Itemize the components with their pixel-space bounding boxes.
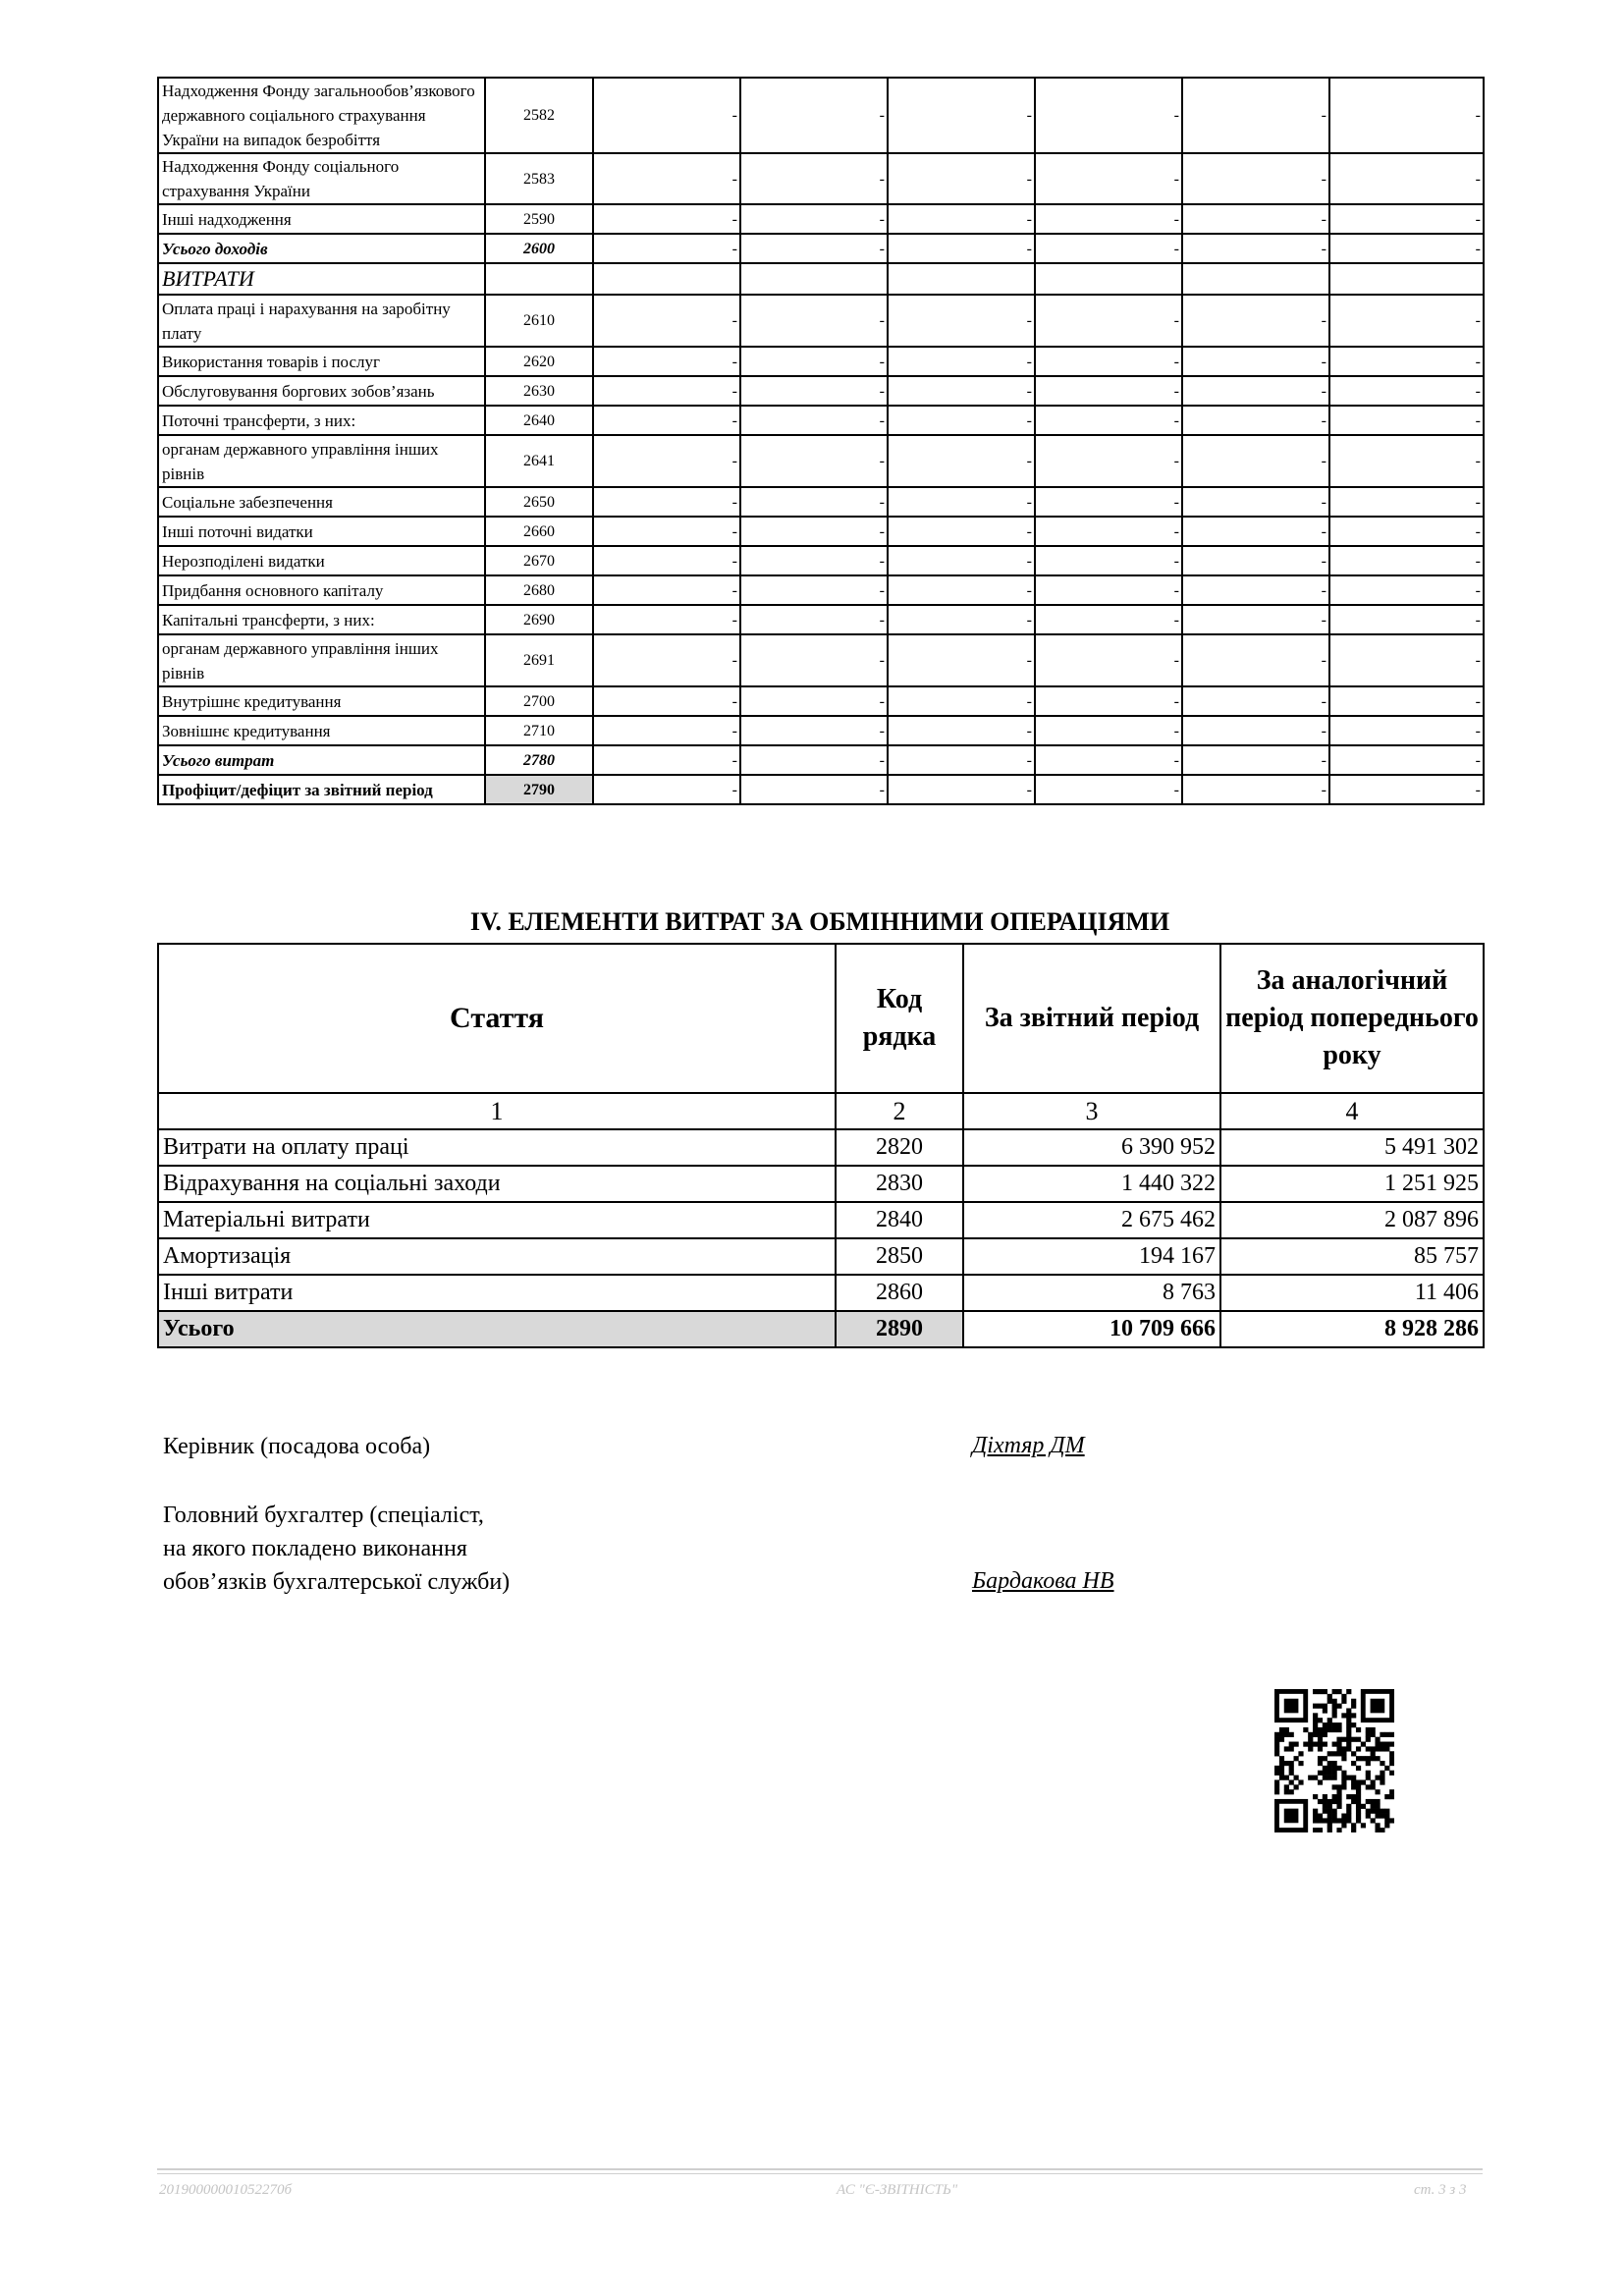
row-previous: 8 928 286 bbox=[1220, 1311, 1484, 1347]
row-value: - bbox=[593, 605, 740, 634]
footer-doc-id: 20190000001052270б bbox=[159, 2182, 293, 2198]
row-name: Інші надходження bbox=[158, 204, 485, 234]
row-name: органам державного управління інших рівнів bbox=[158, 634, 485, 686]
header-previous: За аналогічний період попереднього року bbox=[1220, 944, 1484, 1093]
accountant-label-line: обов’язків бухгалтерської служби) bbox=[163, 1569, 511, 1595]
row-value: - bbox=[888, 686, 1035, 716]
table-row bbox=[158, 1129, 1484, 1166]
row-value: - bbox=[740, 517, 888, 546]
row-value: - bbox=[1035, 406, 1182, 435]
head-name: Діхтяр ДМ bbox=[972, 1433, 1085, 1458]
row-value: - bbox=[1182, 546, 1329, 575]
col-number: 1 bbox=[158, 1093, 836, 1129]
row-value: - bbox=[1182, 605, 1329, 634]
row-value: - bbox=[1182, 775, 1329, 804]
table-row bbox=[158, 1202, 1484, 1238]
total-row bbox=[158, 1311, 1484, 1347]
row-value: - bbox=[1035, 546, 1182, 575]
row-code: 2860 bbox=[836, 1275, 963, 1311]
table-row bbox=[158, 487, 1484, 517]
head-label: Керівник (посадова особа) bbox=[163, 1434, 431, 1459]
row-value: - bbox=[1035, 487, 1182, 517]
row-value: - bbox=[1035, 347, 1182, 376]
row-current: 6 390 952 bbox=[963, 1129, 1220, 1166]
row-value: - bbox=[1035, 775, 1182, 804]
row-value: - bbox=[1182, 376, 1329, 406]
row-code: 2780 bbox=[485, 745, 593, 775]
row-name: Витрати на оплату праці bbox=[158, 1129, 836, 1166]
table-row bbox=[158, 376, 1484, 406]
row-value: - bbox=[1035, 686, 1182, 716]
row-value: - bbox=[1329, 517, 1484, 546]
row-value: - bbox=[593, 575, 740, 605]
revenue-expenditure-table bbox=[157, 77, 1485, 805]
row-value: - bbox=[888, 487, 1035, 517]
row-value: - bbox=[1035, 204, 1182, 234]
row-value: - bbox=[740, 716, 888, 745]
row-value: - bbox=[593, 153, 740, 204]
table-row bbox=[158, 517, 1484, 546]
row-value: - bbox=[1182, 575, 1329, 605]
row-value: - bbox=[888, 716, 1035, 745]
row-code: 2670 bbox=[485, 546, 593, 575]
row-code: 2710 bbox=[485, 716, 593, 745]
table-row bbox=[158, 78, 1484, 153]
row-value: - bbox=[1182, 517, 1329, 546]
row-value bbox=[593, 263, 740, 295]
header-code: Код рядка bbox=[836, 944, 963, 1093]
row-value: - bbox=[740, 376, 888, 406]
row-value: - bbox=[888, 347, 1035, 376]
row-value: - bbox=[888, 546, 1035, 575]
row-code: 2850 bbox=[836, 1238, 963, 1275]
row-value: - bbox=[1182, 716, 1329, 745]
row-value: - bbox=[740, 78, 888, 153]
row-value: - bbox=[1035, 634, 1182, 686]
row-value: - bbox=[888, 745, 1035, 775]
row-value: - bbox=[1329, 295, 1484, 347]
row-code: 2680 bbox=[485, 575, 593, 605]
row-value: - bbox=[1329, 435, 1484, 487]
row-name: Надходження Фонду соціального страхування України bbox=[158, 153, 485, 204]
table-row bbox=[158, 745, 1484, 775]
column-number-row bbox=[158, 1093, 1484, 1129]
row-name: Профіцит/дефіцит за звітний період bbox=[158, 775, 485, 804]
row-value: - bbox=[593, 234, 740, 263]
row-name: Поточні трансферти, з них: bbox=[158, 406, 485, 435]
table-row bbox=[158, 1238, 1484, 1275]
row-name: Зовнішнє кредитування bbox=[158, 716, 485, 745]
row-value: - bbox=[740, 204, 888, 234]
row-code: 2691 bbox=[485, 634, 593, 686]
row-value: - bbox=[1329, 546, 1484, 575]
row-value: - bbox=[740, 686, 888, 716]
row-name: Нерозподілені видатки bbox=[158, 546, 485, 575]
row-value: - bbox=[1035, 376, 1182, 406]
row-value: - bbox=[1182, 234, 1329, 263]
row-value: - bbox=[740, 487, 888, 517]
table-row bbox=[158, 406, 1484, 435]
accountant-label-line: Головний бухгалтер (спеціаліст, bbox=[163, 1503, 484, 1528]
table-row bbox=[158, 605, 1484, 634]
row-value: - bbox=[1329, 234, 1484, 263]
row-value: - bbox=[1035, 575, 1182, 605]
row-code: 2690 bbox=[485, 605, 593, 634]
row-value: - bbox=[1329, 716, 1484, 745]
row-current: 8 763 bbox=[963, 1275, 1220, 1311]
table-row bbox=[158, 234, 1484, 263]
row-value: - bbox=[888, 435, 1035, 487]
row-value: - bbox=[1329, 686, 1484, 716]
row-value: - bbox=[1035, 295, 1182, 347]
table-row bbox=[158, 1275, 1484, 1311]
row-value: - bbox=[888, 204, 1035, 234]
row-code: 2660 bbox=[485, 517, 593, 546]
row-code: 2790 bbox=[485, 775, 593, 804]
row-previous: 2 087 896 bbox=[1220, 1202, 1484, 1238]
row-value: - bbox=[1329, 605, 1484, 634]
row-value: - bbox=[1035, 435, 1182, 487]
footer-divider bbox=[157, 2173, 1483, 2174]
row-value: - bbox=[1329, 745, 1484, 775]
row-value: - bbox=[593, 406, 740, 435]
row-value: - bbox=[1035, 517, 1182, 546]
row-code: 2620 bbox=[485, 347, 593, 376]
row-name: Використання товарів і послуг bbox=[158, 347, 485, 376]
row-name: Усього bbox=[158, 1311, 836, 1347]
row-value: - bbox=[740, 347, 888, 376]
row-name: Усього витрат bbox=[158, 745, 485, 775]
row-code: 2700 bbox=[485, 686, 593, 716]
row-previous: 1 251 925 bbox=[1220, 1166, 1484, 1202]
row-name: Усього доходів bbox=[158, 234, 485, 263]
table-row bbox=[158, 153, 1484, 204]
row-name: Соціальне забезпечення bbox=[158, 487, 485, 517]
table-row bbox=[158, 716, 1484, 745]
row-value: - bbox=[888, 517, 1035, 546]
row-value: - bbox=[593, 347, 740, 376]
row-value bbox=[1035, 263, 1182, 295]
footer-system: АС "Є-ЗВІТНІСТЬ" bbox=[837, 2182, 958, 2198]
row-name: Матеріальні витрати bbox=[158, 1202, 836, 1238]
row-value: - bbox=[593, 435, 740, 487]
table-row bbox=[158, 347, 1484, 376]
row-value: - bbox=[888, 775, 1035, 804]
row-value: - bbox=[593, 546, 740, 575]
accountant-label-line: на якого покладено виконання bbox=[163, 1536, 467, 1561]
row-current: 2 675 462 bbox=[963, 1202, 1220, 1238]
row-name: Внутрішнє кредитування bbox=[158, 686, 485, 716]
table-row bbox=[158, 204, 1484, 234]
row-value: - bbox=[1035, 745, 1182, 775]
row-value: - bbox=[593, 376, 740, 406]
row-value: - bbox=[740, 406, 888, 435]
row-value: - bbox=[740, 435, 888, 487]
header-article: Стаття bbox=[158, 944, 836, 1093]
row-value: - bbox=[1329, 153, 1484, 204]
row-value: - bbox=[593, 686, 740, 716]
row-code: 2650 bbox=[485, 487, 593, 517]
row-current: 10 709 666 bbox=[963, 1311, 1220, 1347]
row-value: - bbox=[1182, 435, 1329, 487]
row-value: - bbox=[593, 745, 740, 775]
row-value: - bbox=[1329, 406, 1484, 435]
row-code: 2840 bbox=[836, 1202, 963, 1238]
row-value: - bbox=[740, 234, 888, 263]
row-value: - bbox=[593, 78, 740, 153]
row-value: - bbox=[740, 634, 888, 686]
row-value: - bbox=[1182, 78, 1329, 153]
header-row bbox=[158, 944, 1484, 1093]
row-name: Капітальні трансферти, з них: bbox=[158, 605, 485, 634]
row-value: - bbox=[1035, 234, 1182, 263]
row-value: - bbox=[740, 575, 888, 605]
footer-divider bbox=[157, 2168, 1483, 2170]
row-value: - bbox=[1329, 204, 1484, 234]
row-value: - bbox=[740, 745, 888, 775]
row-value: - bbox=[1329, 376, 1484, 406]
row-value: - bbox=[1035, 78, 1182, 153]
row-code: 2600 bbox=[485, 234, 593, 263]
row-name: Придбання основного капіталу bbox=[158, 575, 485, 605]
row-code: 2590 bbox=[485, 204, 593, 234]
table-row bbox=[158, 295, 1484, 347]
table-row bbox=[158, 263, 1484, 295]
row-value: - bbox=[888, 153, 1035, 204]
row-name: Інші поточні видатки bbox=[158, 517, 485, 546]
row-value: - bbox=[1329, 347, 1484, 376]
table-row bbox=[158, 634, 1484, 686]
row-value: - bbox=[593, 295, 740, 347]
table-row bbox=[158, 1166, 1484, 1202]
row-value: - bbox=[888, 295, 1035, 347]
row-value: - bbox=[740, 153, 888, 204]
expense-elements-table bbox=[157, 943, 1485, 1348]
row-value: - bbox=[1182, 406, 1329, 435]
row-value: - bbox=[1035, 716, 1182, 745]
row-previous: 11 406 bbox=[1220, 1275, 1484, 1311]
row-code: 2830 bbox=[836, 1166, 963, 1202]
table-row bbox=[158, 435, 1484, 487]
row-value: - bbox=[1329, 487, 1484, 517]
row-value: - bbox=[593, 775, 740, 804]
row-value: - bbox=[888, 78, 1035, 153]
row-value: - bbox=[593, 487, 740, 517]
table-row bbox=[158, 775, 1484, 804]
row-value: - bbox=[1182, 153, 1329, 204]
row-value: - bbox=[1182, 745, 1329, 775]
row-value bbox=[1182, 263, 1329, 295]
row-value: - bbox=[888, 234, 1035, 263]
row-value: - bbox=[1035, 605, 1182, 634]
row-name: Обслуговування боргових зобов’язань bbox=[158, 376, 485, 406]
row-value: - bbox=[740, 295, 888, 347]
row-name: Оплата праці і нарахування на заробітну плату bbox=[158, 295, 485, 347]
row-value: - bbox=[740, 546, 888, 575]
row-value: - bbox=[888, 376, 1035, 406]
row-code: 2610 bbox=[485, 295, 593, 347]
row-value: - bbox=[1329, 78, 1484, 153]
row-value: - bbox=[888, 406, 1035, 435]
row-value: - bbox=[593, 517, 740, 546]
row-value bbox=[1329, 263, 1484, 295]
row-value: - bbox=[1329, 634, 1484, 686]
row-value: - bbox=[1329, 775, 1484, 804]
row-name: Інші витрати bbox=[158, 1275, 836, 1311]
row-value: - bbox=[1182, 295, 1329, 347]
accountant-name: Бардакова НВ bbox=[972, 1568, 1114, 1594]
col-number: 4 bbox=[1220, 1093, 1484, 1129]
row-current: 1 440 322 bbox=[963, 1166, 1220, 1202]
row-code: 2583 bbox=[485, 153, 593, 204]
row-value: - bbox=[740, 775, 888, 804]
row-current: 194 167 bbox=[963, 1238, 1220, 1275]
row-value: - bbox=[888, 605, 1035, 634]
row-code: 2640 bbox=[485, 406, 593, 435]
row-value bbox=[888, 263, 1035, 295]
row-code: 2582 bbox=[485, 78, 593, 153]
row-value: - bbox=[593, 634, 740, 686]
row-name: Амортизація bbox=[158, 1238, 836, 1275]
table-row bbox=[158, 686, 1484, 716]
row-value: - bbox=[1182, 634, 1329, 686]
row-code: 2820 bbox=[836, 1129, 963, 1166]
row-value: - bbox=[888, 575, 1035, 605]
row-name: Надходження Фонду загальнообов’язкового державного соціального страхування України на випадок безробіття bbox=[158, 78, 485, 153]
row-value: - bbox=[1182, 204, 1329, 234]
row-code bbox=[485, 263, 593, 295]
table-row bbox=[158, 546, 1484, 575]
row-value: - bbox=[888, 634, 1035, 686]
row-name: органам державного управління інших рівнів bbox=[158, 435, 485, 487]
row-previous: 5 491 302 bbox=[1220, 1129, 1484, 1166]
header-current: За звітний період bbox=[963, 944, 1220, 1093]
row-value: - bbox=[1182, 686, 1329, 716]
row-value: - bbox=[1182, 487, 1329, 517]
row-value: - bbox=[1329, 575, 1484, 605]
row-code: 2890 bbox=[836, 1311, 963, 1347]
row-value: - bbox=[593, 204, 740, 234]
row-value: - bbox=[1035, 153, 1182, 204]
row-name: ВИТРАТИ bbox=[158, 263, 485, 295]
table-row bbox=[158, 575, 1484, 605]
row-code: 2641 bbox=[485, 435, 593, 487]
row-value: - bbox=[740, 605, 888, 634]
row-code: 2630 bbox=[485, 376, 593, 406]
row-name: Відрахування на соціальні заходи bbox=[158, 1166, 836, 1202]
row-previous: 85 757 bbox=[1220, 1238, 1484, 1275]
row-value: - bbox=[593, 716, 740, 745]
row-value: - bbox=[1182, 347, 1329, 376]
col-number: 2 bbox=[836, 1093, 963, 1129]
qr-code-icon bbox=[1274, 1689, 1394, 1832]
footer-page: ст. 3 з 3 bbox=[1414, 2182, 1467, 2198]
row-value bbox=[740, 263, 888, 295]
section-iv-title: IV. ЕЛЕМЕНТИ ВИТРАТ ЗА ОБМІННИМИ ОПЕРАЦІЯМИ bbox=[469, 907, 1170, 936]
col-number: 3 bbox=[963, 1093, 1220, 1129]
